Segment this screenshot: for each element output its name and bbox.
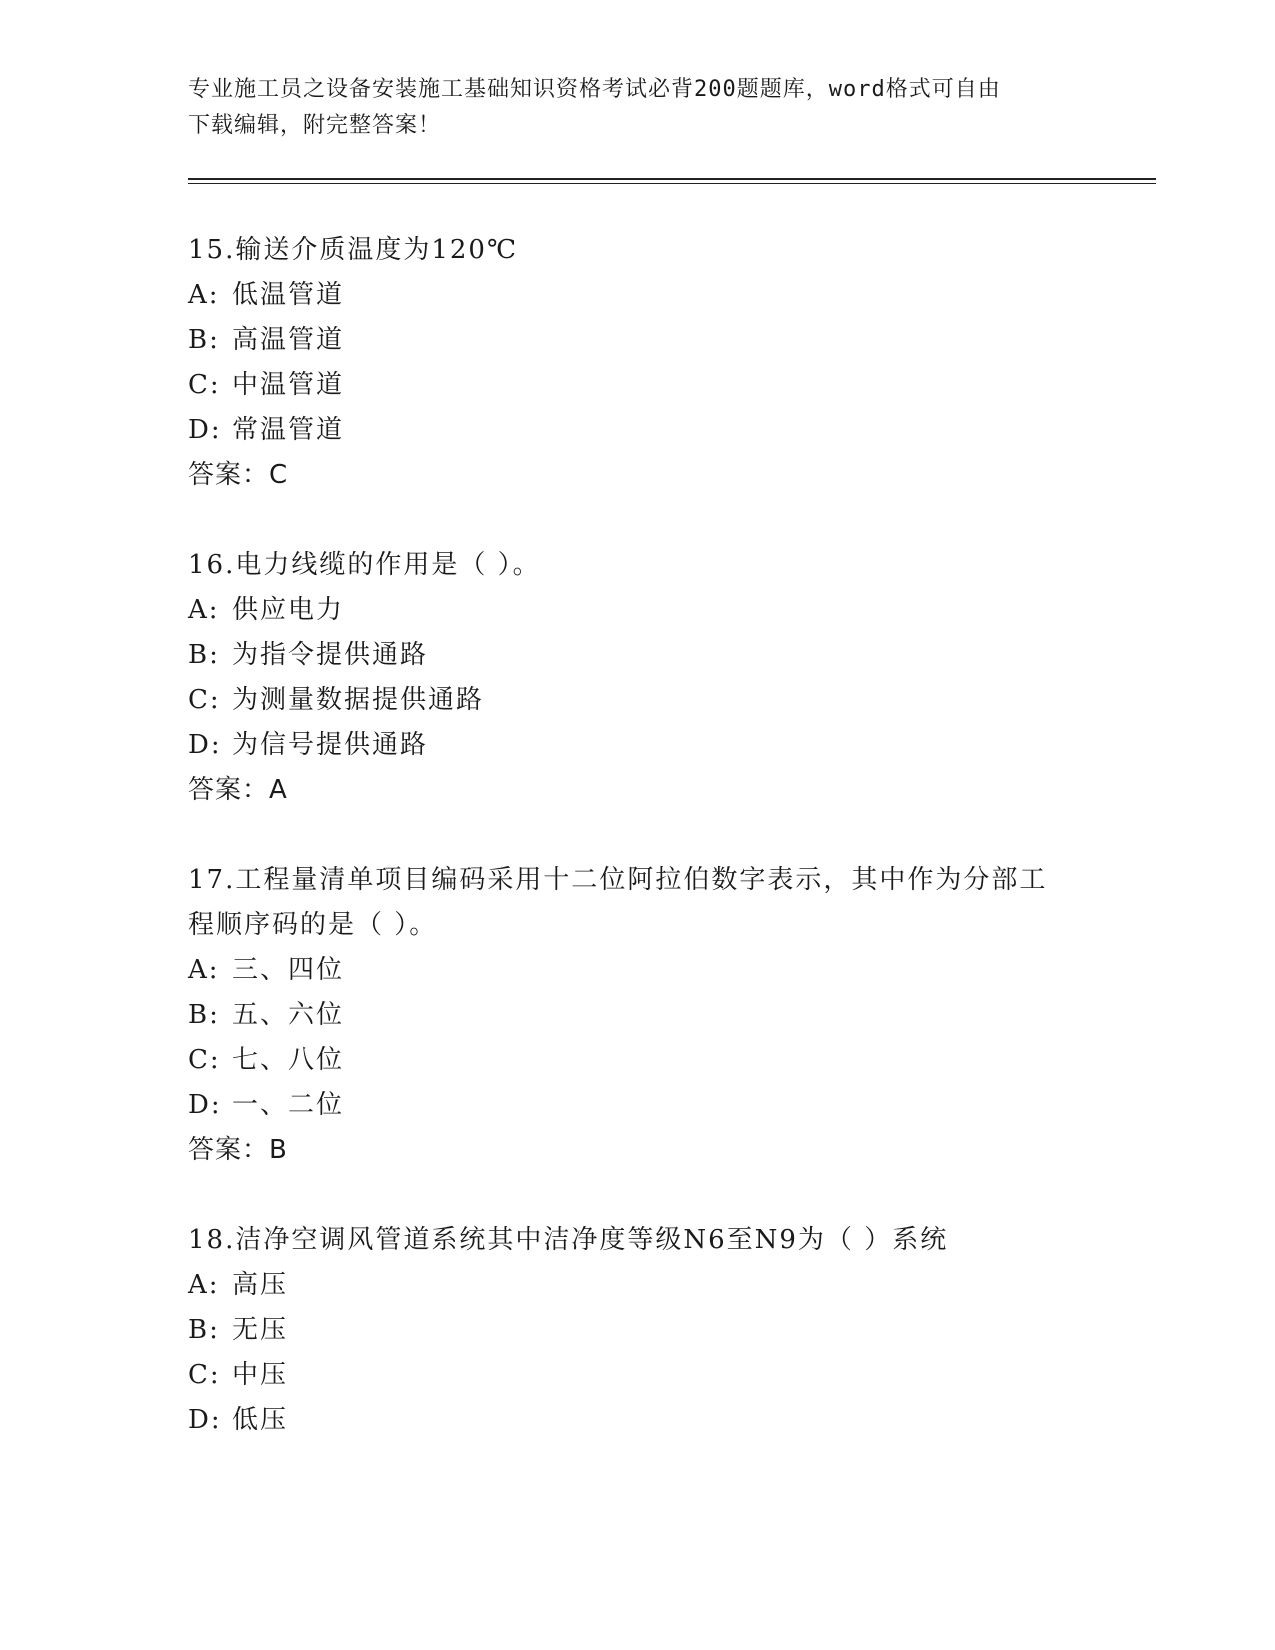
option-a [188, 1263, 1088, 1308]
option-text: 为信号提供通路 [232, 730, 429, 760]
option-key: C: [188, 1360, 221, 1390]
option-text: 低温管道 [232, 280, 345, 310]
option-text: 中温管道 [232, 370, 345, 400]
option-key: D: [188, 1090, 222, 1120]
answer-line: 答案：B [188, 1135, 288, 1165]
question-stem: 18.洁净空调风管道系统其中洁净度等级N6至N9为（ ）系统 [188, 1225, 949, 1255]
option-key: D: [188, 1405, 222, 1435]
option-c [188, 678, 1088, 723]
option-a [188, 948, 1068, 993]
option-text: 无压 [232, 1315, 289, 1345]
answer-line: 答案：C [188, 460, 289, 490]
header-line-1: 专业施工员之设备安装施工基础知识资格考试必背200题题库，word格式可自由 [188, 77, 1001, 102]
question-stem: 15.输送介质温度为120℃ [188, 235, 519, 265]
option-c [188, 1038, 1068, 1083]
option-b [188, 1308, 1088, 1353]
option-d [188, 408, 1088, 453]
answer-line: 答案：A [188, 775, 288, 805]
option-text: 高压 [232, 1270, 289, 1300]
option-d [188, 723, 1088, 768]
option-b [188, 993, 1068, 1038]
question-stem: 17.工程量清单项目编码采用十二位阿拉伯数字表示，其中作为分部工程顺序码的是（ ）。 [188, 865, 1048, 940]
option-c [188, 1353, 1088, 1398]
option-key: C: [188, 685, 221, 715]
option-d [188, 1398, 1088, 1443]
option-b [188, 318, 1088, 363]
option-d [188, 1083, 1068, 1128]
option-text: 低压 [232, 1405, 289, 1435]
question-stem: 16.电力线缆的作用是（ ）。 [188, 550, 541, 580]
option-text: 五、六位 [232, 1000, 345, 1030]
option-c [188, 363, 1088, 408]
option-key: C: [188, 1045, 221, 1075]
option-key: B: [188, 325, 220, 355]
option-text: 高温管道 [232, 325, 345, 355]
option-key: B: [188, 1315, 220, 1345]
option-b [188, 633, 1088, 678]
option-text: 为指令提供通路 [232, 640, 429, 670]
option-key: A: [188, 280, 220, 310]
header-divider-thin [188, 183, 1156, 184]
option-text: 为测量数据提供通路 [232, 685, 485, 715]
document-header [188, 72, 1088, 144]
option-text: 中压 [232, 1360, 289, 1390]
question-17 [188, 858, 1068, 1173]
question-15 [188, 228, 1088, 498]
option-text: 常温管道 [232, 415, 345, 445]
header-line-2: 下载编辑，附完整答案！ [188, 113, 442, 138]
option-key: B: [188, 640, 220, 670]
question-18 [188, 1218, 1088, 1443]
option-key: D: [188, 730, 222, 760]
option-a [188, 273, 1088, 318]
header-divider-thick [188, 178, 1156, 180]
option-key: B: [188, 1000, 220, 1030]
option-text: 三、四位 [232, 955, 345, 985]
option-key: D: [188, 415, 222, 445]
option-text: 一、二位 [232, 1090, 345, 1120]
option-a [188, 588, 1088, 633]
option-key: A: [188, 1270, 220, 1300]
option-key: C: [188, 370, 221, 400]
option-text: 供应电力 [232, 595, 345, 625]
option-key: A: [188, 595, 220, 625]
question-16 [188, 543, 1088, 813]
option-key: A: [188, 955, 220, 985]
option-text: 七、八位 [232, 1045, 345, 1075]
